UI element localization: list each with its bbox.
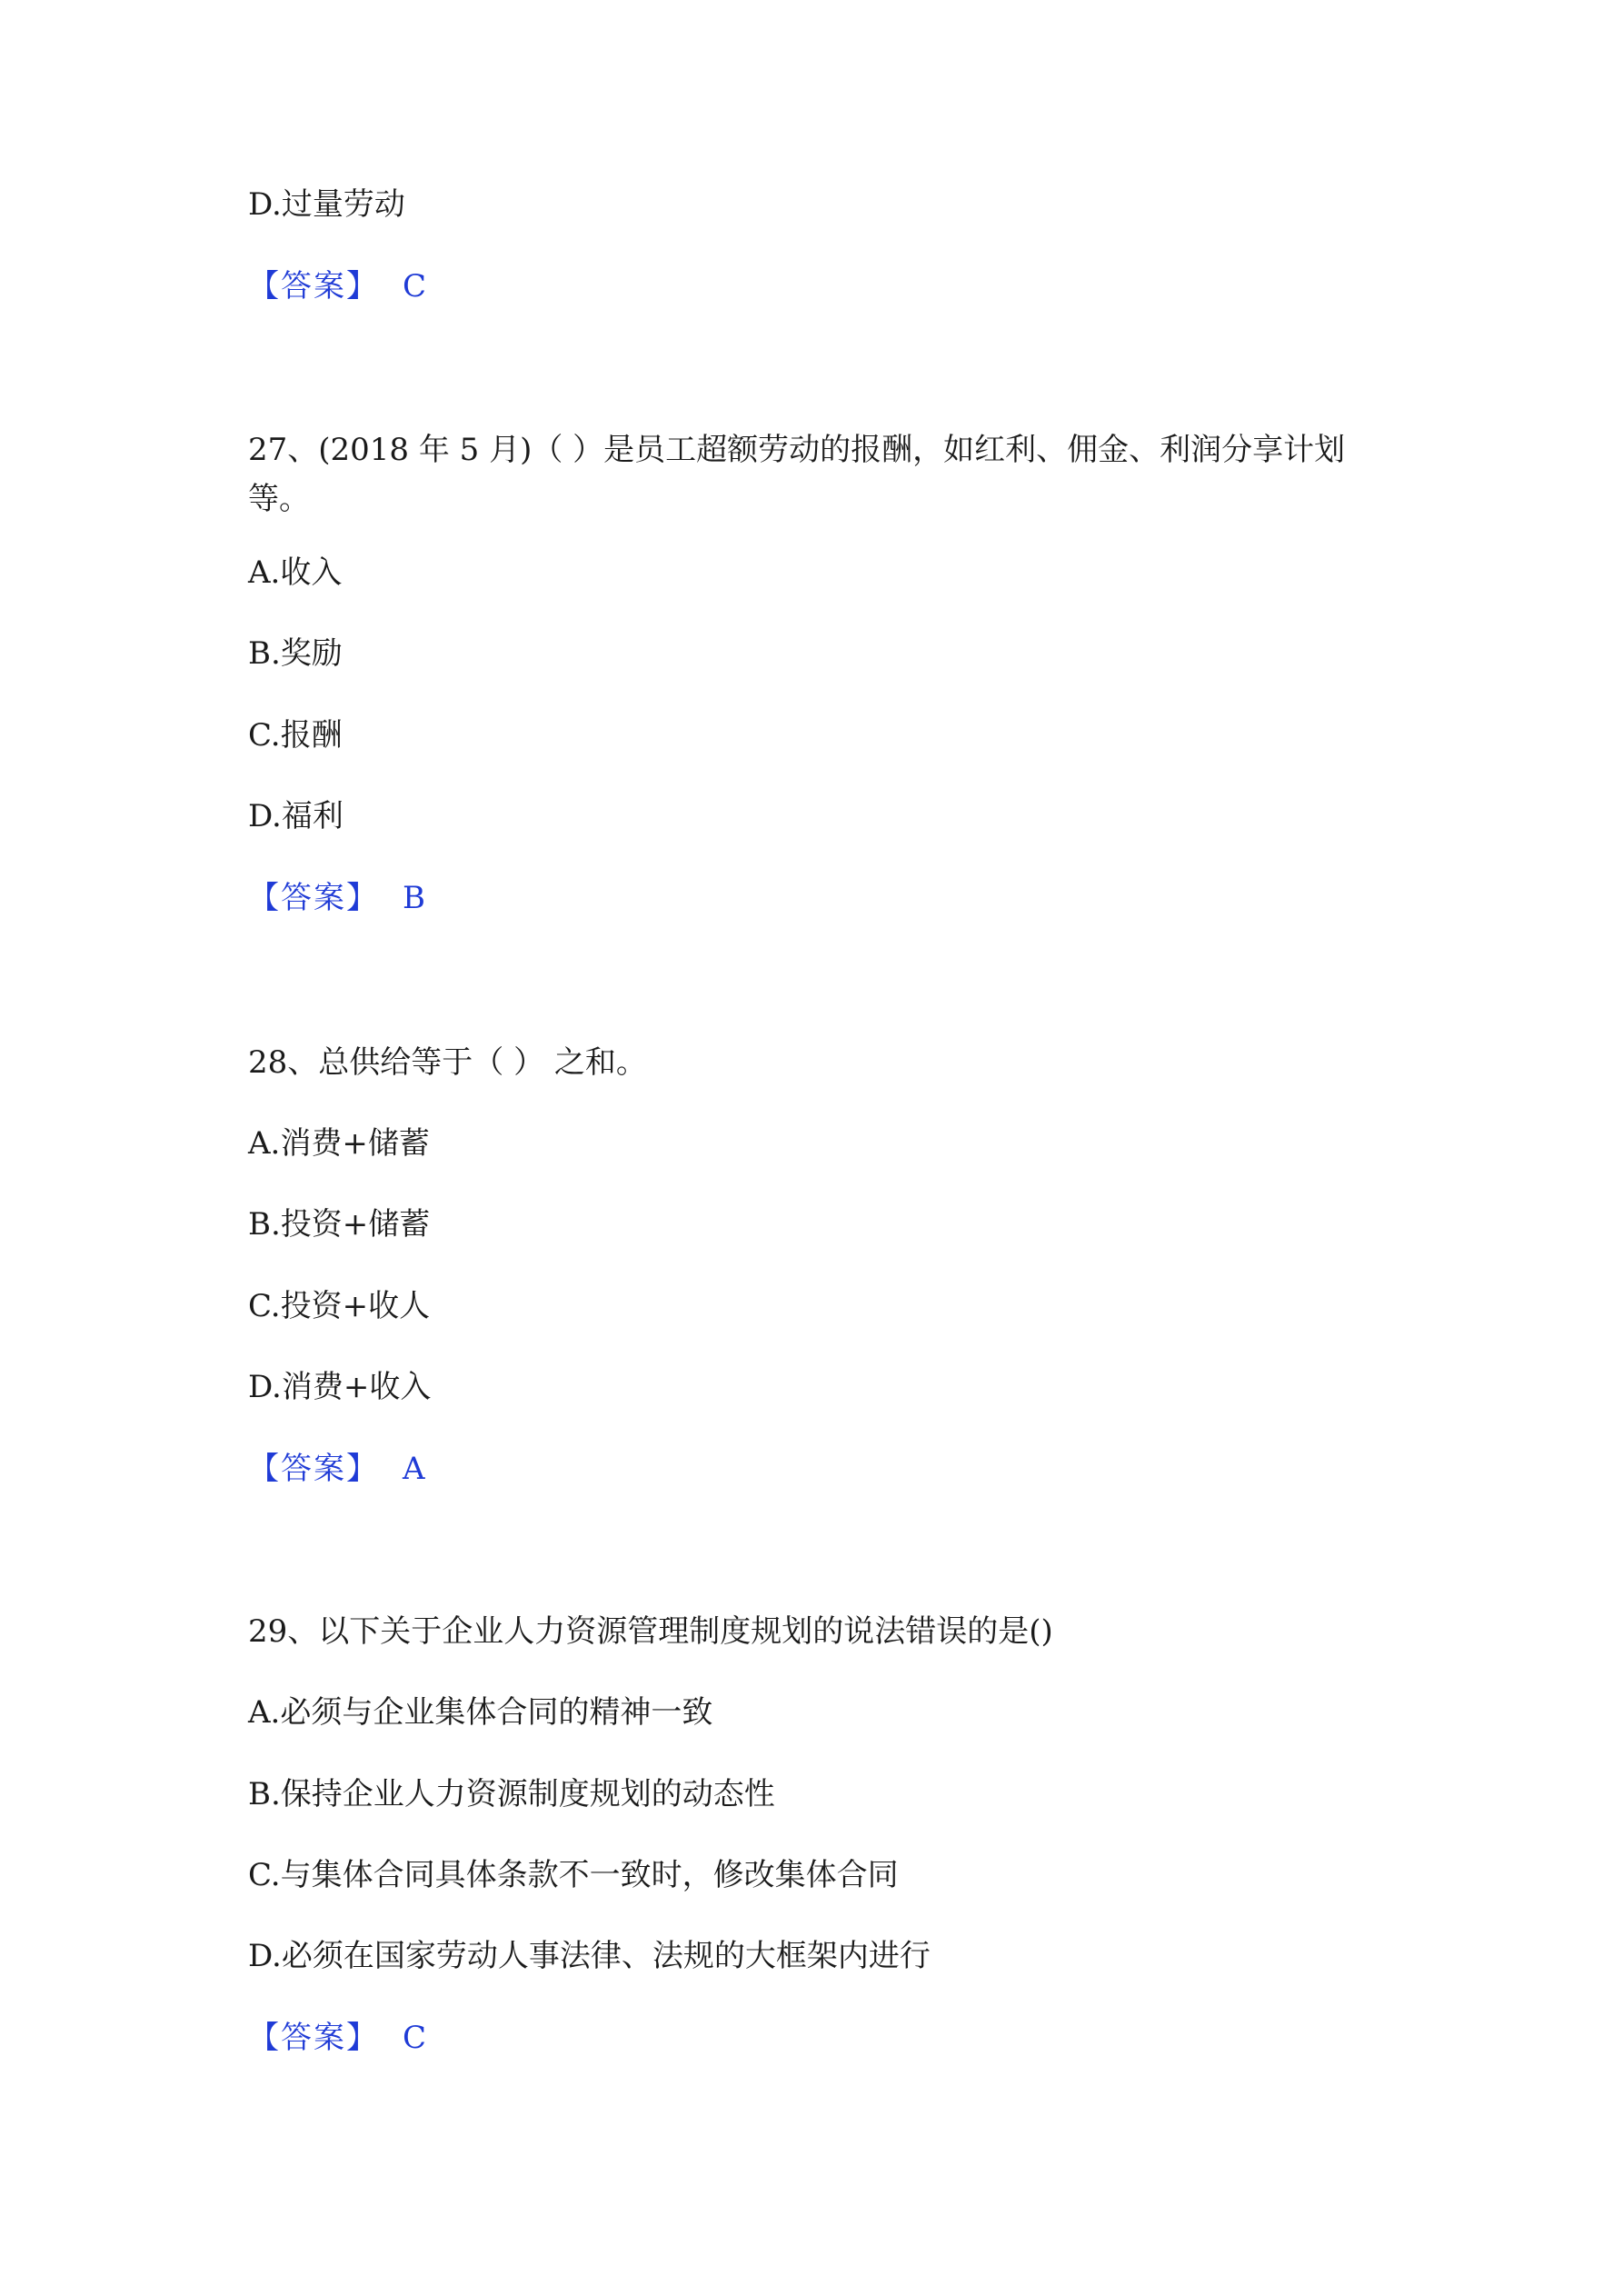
answer-label: 【答案】 [248, 1451, 379, 1487]
question-28-option-c: C.投资+收人 [248, 1288, 431, 1324]
answer-value: B [403, 880, 425, 916]
question-27-option-a: A.收入 [248, 554, 343, 591]
answer-line [248, 262, 1375, 311]
question-29-answer [248, 2013, 1375, 2062]
question-29-option-d: D.必须在国家劳动人事法律、法规的大框架内进行 [248, 1938, 931, 1974]
question-28-option-d: D.消费+收入 [248, 1369, 432, 1405]
question-29-option-b: B.保持企业人力资源制度规划的动态性 [248, 1776, 775, 1812]
question-27-answer [248, 873, 1375, 923]
question-27-option-d: D.福利 [248, 798, 344, 834]
question-27-option-c: C.报酬 [248, 717, 343, 754]
option-d: D.过量劳动 [248, 186, 405, 223]
question-28-option-a: A.消费+储蓄 [248, 1125, 430, 1162]
question-28-answer [248, 1444, 1375, 1493]
question-27-stem: 27、(2018 年 5 月)（ ）是员工超额劳动的报酬，如红利、佣金、利润分享计划等。 [248, 432, 1346, 517]
answer-label: 【答案】 [248, 268, 379, 304]
answer-value: A [403, 1451, 425, 1487]
answer-value: C [403, 268, 427, 304]
question-28-stem: 28、总供给等于（ ） 之和。 [248, 1044, 647, 1081]
question-27-option-b: B.奖励 [248, 635, 343, 672]
answer-label: 【答案】 [248, 2020, 379, 2056]
question-29-option-c: C.与集体合同具体条款不一致时，修改集体合同 [248, 1857, 899, 1893]
question-29-option-a: A.必须与企业集体合同的精神一致 [248, 1694, 713, 1731]
question-29-stem: 29、以下关于企业人力资源管理制度规划的说法错误的是() [248, 1613, 1053, 1650]
question-28-option-b: B.投资+储蓄 [248, 1206, 431, 1243]
answer-value: C [403, 2020, 427, 2056]
answer-label: 【答案】 [248, 880, 379, 916]
